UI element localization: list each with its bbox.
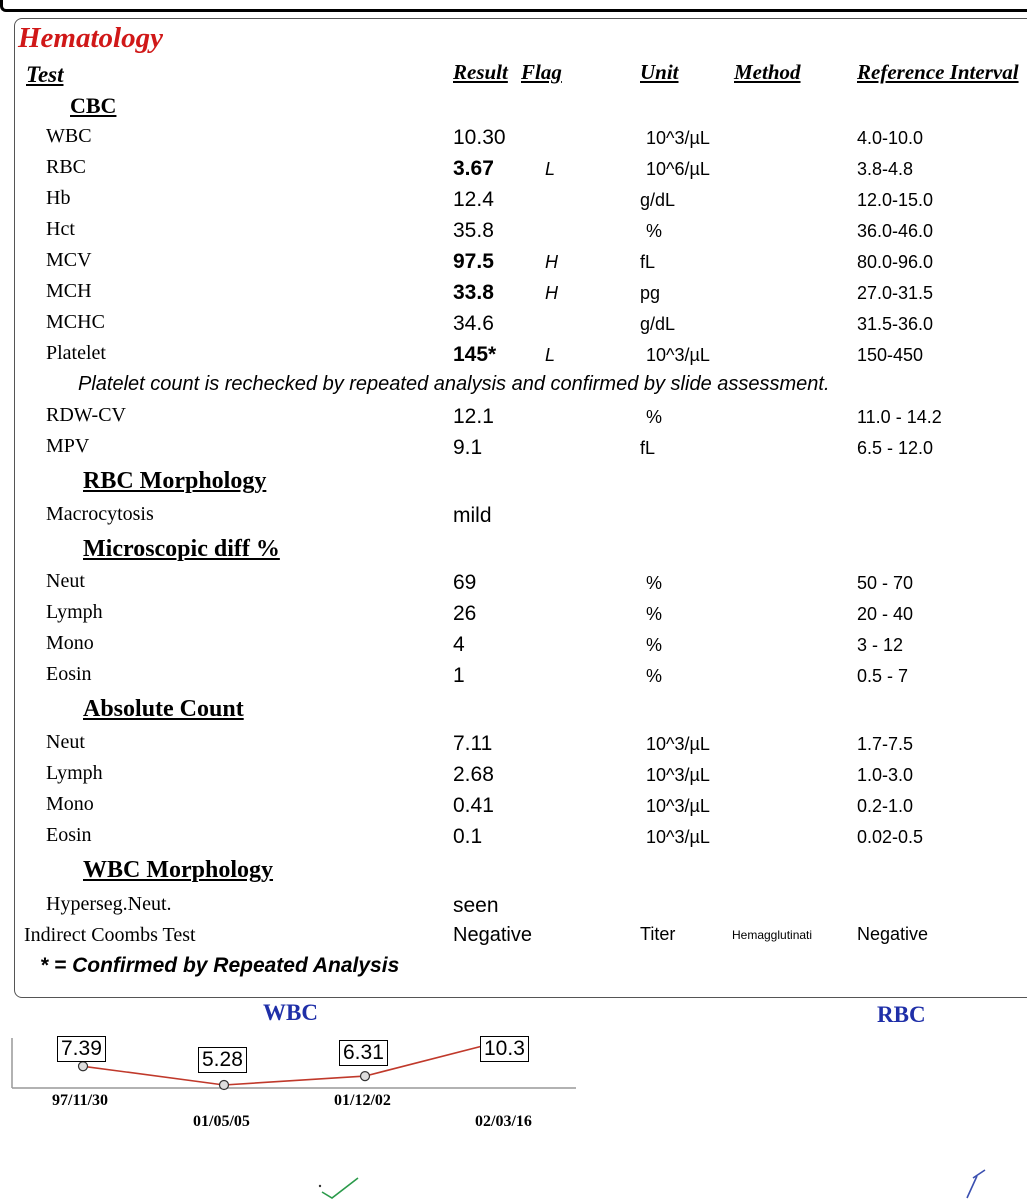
row-flag: L [545,159,556,179]
row-unit: pg [640,283,661,303]
header-method: Method [734,60,801,84]
row-unit: % [646,573,663,593]
row-reference: 36.0-46.0 [857,221,934,241]
row-test-name: Lymph [46,601,103,623]
section-rbc-morphology: RBC Morphology [83,468,267,494]
row-result: 3.67 [453,157,494,180]
row-result: 2.68 [453,763,494,786]
row-result: 12.4 [453,188,494,211]
row-unit: g/dL [640,190,676,210]
row-unit: 10^6/µL [646,159,710,179]
section-absolute-count: Absolute Count [83,696,244,722]
row-result: 0.41 [453,794,494,817]
row-unit: % [646,666,663,686]
row-reference: 31.5-36.0 [857,314,934,334]
trend-line [83,1040,506,1085]
report-title: Hematology [18,22,163,54]
row-test-name: Macrocytosis [46,503,154,525]
platelet-note: Platelet count is rechecked by repeated analysis and confirmed by slide assessment. [78,373,830,395]
row-reference: 0.5 - 7 [857,666,909,686]
row-unit: 10^3/µL [646,128,710,148]
row-reference: 1.0-3.0 [857,765,914,785]
wbc-trend-title: WBC [263,1000,318,1025]
row-unit: 10^3/µL [646,827,710,847]
row-reference: 11.0 - 14.2 [857,407,942,427]
row-result: 69 [453,571,477,594]
row-reference: 0.02-0.5 [857,827,924,847]
coombs-reference: Negative [857,924,929,944]
row-unit: 10^3/µL [646,734,710,754]
coombs-method: Hemagglutinati [732,928,813,942]
row-result: seen [453,894,499,917]
coombs-unit: Titer [640,924,676,944]
row-unit: 10^3/µL [646,765,710,785]
row-reference: 80.0-96.0 [857,252,934,272]
row-reference: 20 - 40 [857,604,914,624]
row-test-name: Mono [46,793,94,815]
signature-mark-right [955,1166,995,1200]
coombs-test-name: Indirect Coombs Test [24,924,196,946]
row-test-name: MCHC [46,311,105,333]
row-unit: 10^3/µL [646,345,710,365]
trend-date-label: 01/05/05 [193,1113,250,1130]
row-unit: fL [640,252,656,272]
row-test-name: Hb [46,187,71,209]
section-wbc-morphology: WBC Morphology [83,857,274,883]
row-result: 1 [453,664,465,687]
row-test-name: WBC [46,125,92,147]
row-result: 12.1 [453,405,494,428]
header-flag: Flag [521,60,562,84]
row-test-name: RDW-CV [46,404,126,426]
row-test-name: MPV [46,435,90,457]
row-reference: 6.5 - 12.0 [857,438,934,458]
row-reference: 50 - 70 [857,573,914,593]
row-test-name: Neut [46,570,85,592]
row-flag: H [545,252,558,272]
section-cbc: CBC [70,93,117,118]
row-unit: % [646,407,663,427]
row-test-name: MCH [46,280,92,302]
row-flag: H [545,283,558,303]
row-test-name: Hyperseg.Neut. [46,893,172,915]
row-test-name: Platelet [46,342,106,364]
trend-value-label: 7.39 [57,1036,106,1062]
row-reference: 1.7-7.5 [857,734,914,754]
row-unit: fL [640,438,656,458]
row-result: 34.6 [453,312,494,335]
row-reference: 12.0-15.0 [857,190,934,210]
coombs-result: Negative [453,924,532,946]
row-test-name: Eosin [46,663,92,685]
trend-date-label: 01/12/02 [334,1092,391,1109]
section-microscopic-diff: Microscopic diff % [83,536,280,562]
trend-date-label: 02/03/16 [475,1113,532,1130]
trend-value-label: 5.28 [198,1047,247,1073]
row-result: 9.1 [453,436,483,459]
trend-point [79,1062,88,1071]
row-result: 35.8 [453,219,494,242]
trend-value-label: 10.3 [480,1036,529,1062]
row-result: mild [453,504,492,527]
row-result: 0.1 [453,825,483,848]
signature-mark-left [310,1172,370,1200]
row-reference: 0.2-1.0 [857,796,914,816]
header-unit: Unit [640,60,679,84]
row-test-name: Eosin [46,824,92,846]
row-test-name: Lymph [46,762,103,784]
row-test-name: Neut [46,731,85,753]
header-reference: Reference Interval [857,60,1019,84]
header-result: Result [453,60,508,84]
row-result: 10.30 [453,126,506,149]
row-test-name: MCV [46,249,92,271]
footnote: * = Confirmed by Repeated Analysis [40,954,400,977]
row-reference: 3.8-4.8 [857,159,914,179]
row-test-name: RBC [46,156,87,178]
row-reference: 4.0-10.0 [857,128,924,148]
trend-point [361,1072,370,1081]
row-test-name: Hct [46,218,75,240]
row-unit: g/dL [640,314,676,334]
trend-date-label: 97/11/30 [52,1092,109,1109]
row-test-name: Mono [46,632,94,654]
row-unit: 10^3/µL [646,796,710,816]
row-result: 4 [453,633,465,656]
row-result: 26 [453,602,477,625]
row-reference: 150-450 [857,345,924,365]
row-reference: 27.0-31.5 [857,283,934,303]
row-unit: % [646,604,663,624]
row-result: 33.8 [453,281,494,304]
header-test: Test [26,62,64,87]
row-unit: % [646,635,663,655]
row-flag: L [545,345,556,365]
trend-point [220,1081,229,1090]
row-unit: % [646,221,663,241]
row-result: 145* [453,343,497,366]
row-result: 97.5 [453,250,494,273]
top-border [0,0,1027,12]
trend-value-label: 6.31 [339,1040,388,1066]
row-result: 7.11 [453,732,493,755]
rbc-trend-title: RBC [877,1002,926,1027]
row-reference: 3 - 12 [857,635,904,655]
